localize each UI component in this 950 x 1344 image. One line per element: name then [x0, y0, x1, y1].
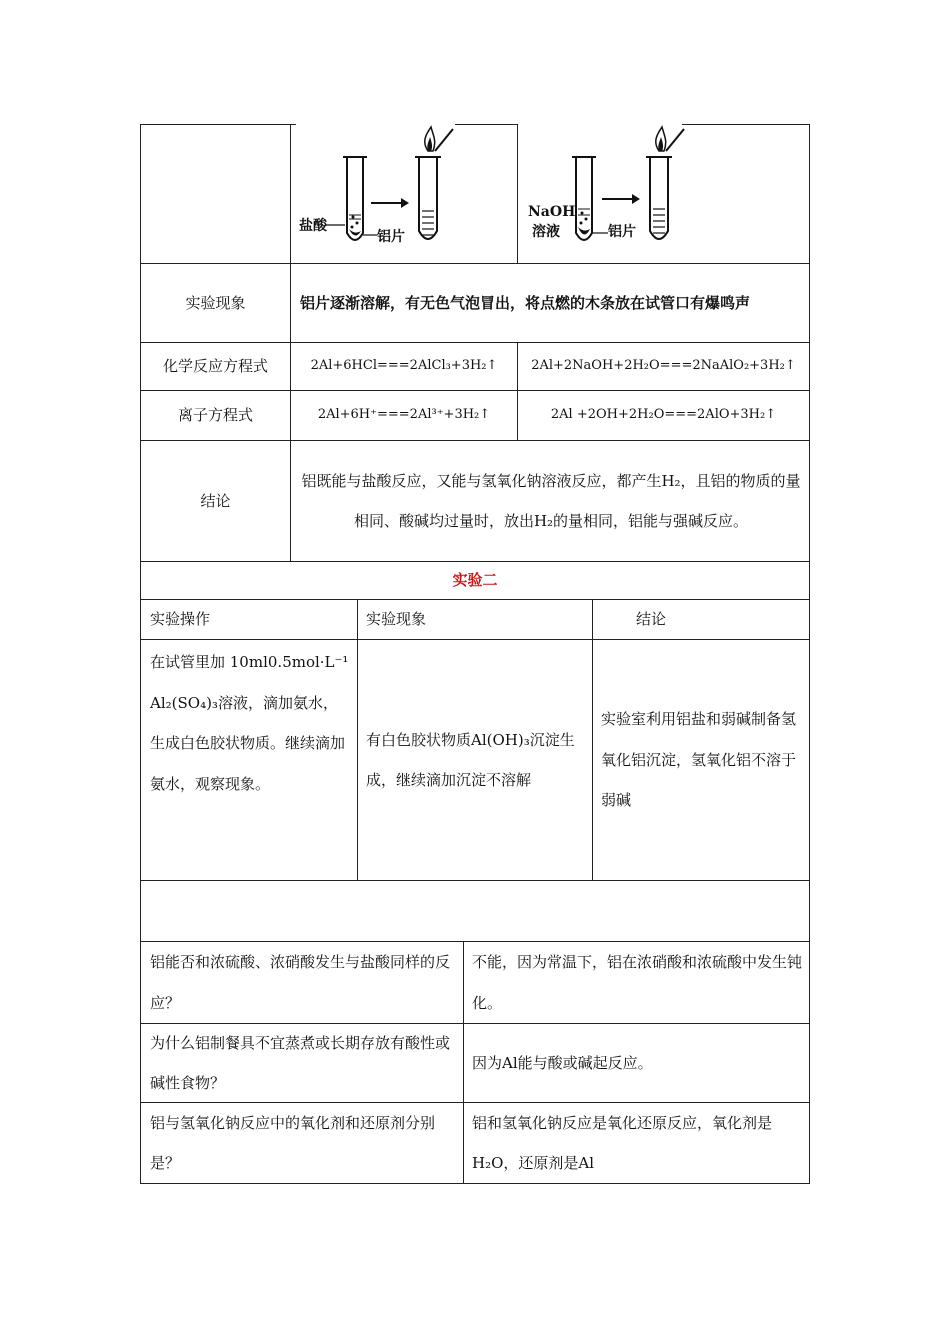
header-operation: 实验操作: [150, 610, 211, 629]
table-border: [140, 124, 296, 125]
header-phenomenon: 实验现象: [366, 610, 427, 629]
ionic-label: 离子方程式: [177, 406, 253, 425]
experiment-figure-hcl: [295, 125, 515, 262]
aluminum-label: 铝片: [377, 229, 405, 245]
operation-text: 在试管里加 10ml0.5mol·L⁻¹ Al₂(SO₄)₃溶液，滴加氨水，生成白色胶状物质。继续滴加氨水，观察现象。: [150, 653, 349, 793]
solution-label: 溶液: [532, 224, 560, 240]
question-3: 铝与氢氧化钠反应中的氧化剂和还原剂分别是？: [150, 1113, 436, 1172]
acid-label: 盐酸: [299, 218, 327, 234]
aluminum-label: 铝片: [608, 224, 636, 240]
table-border: [140, 880, 810, 881]
experiment-figure-naoh: [520, 125, 740, 262]
equation-naoh: 2Al+2NaOH+2H₂O===2NaAlO₂+3H₂↑: [531, 358, 796, 374]
phenomenon-label: 实验现象: [185, 293, 246, 312]
answer-3: 铝和氢氧化钠反应是氧化还原反应，氧化剂是H₂O，还原剂是Al: [472, 1113, 773, 1172]
experiment-two-title: 实验二: [452, 571, 498, 590]
exp2-phenomenon-text: 有白色胶状物质Al(OH)₃沉淀生成，继续滴加沉淀不溶解: [366, 730, 575, 789]
exp2-conclusion-text: 实验室利用铝盐和弱碱制备氢氧化铝沉淀，氢氧化铝不溶于弱碱: [601, 710, 797, 810]
ionic-hcl: 2Al+6H⁺===2Al³⁺+3H₂↑: [317, 407, 491, 423]
conclusion-text: 铝既能与盐酸反应，又能与氢氧化钠溶液反应，都产生H₂，且铝的物质的量相同、酸碱均过量时，放出H₂的量相同，铝能与强碱反应。: [301, 471, 801, 530]
table-border: [592, 599, 593, 880]
test-tube-hcl-diagram: [295, 125, 515, 262]
conclusion-label: 结论: [200, 491, 231, 510]
equation-label: 化学反应方程式: [162, 357, 268, 376]
table-border: [357, 599, 358, 880]
phenomenon-text: 铝片逐渐溶解，有无色气泡冒出，将点燃的木条放在试管口有爆鸣声: [300, 293, 751, 312]
answer-2: 因为Al能与酸或碱起反应。: [472, 1053, 653, 1072]
table-border: [517, 124, 518, 264]
question-1: 铝能否和浓硫酸、浓硝酸发生与盐酸同样的反应？: [150, 953, 451, 1012]
equation-hcl: 2Al+6HCl===2AlCl₃+3H₂↑: [310, 358, 498, 374]
naoh-label: NaOH: [528, 204, 576, 220]
ionic-naoh: 2Al +2OH+2H₂O===2AlO+3H₂↑: [550, 407, 777, 423]
answer-1: 不能，因为常温下，铝在浓硝酸和浓硫酸中发生钝化。: [472, 953, 803, 1012]
test-tube-naoh-diagram: [520, 125, 740, 262]
table-border: [463, 941, 464, 1184]
header-conclusion: 结论: [636, 610, 667, 629]
question-2: 为什么铝制餐具不宜蒸煮或长期存放有酸性或碱性食物？: [150, 1033, 451, 1092]
table-border: [809, 124, 810, 1184]
